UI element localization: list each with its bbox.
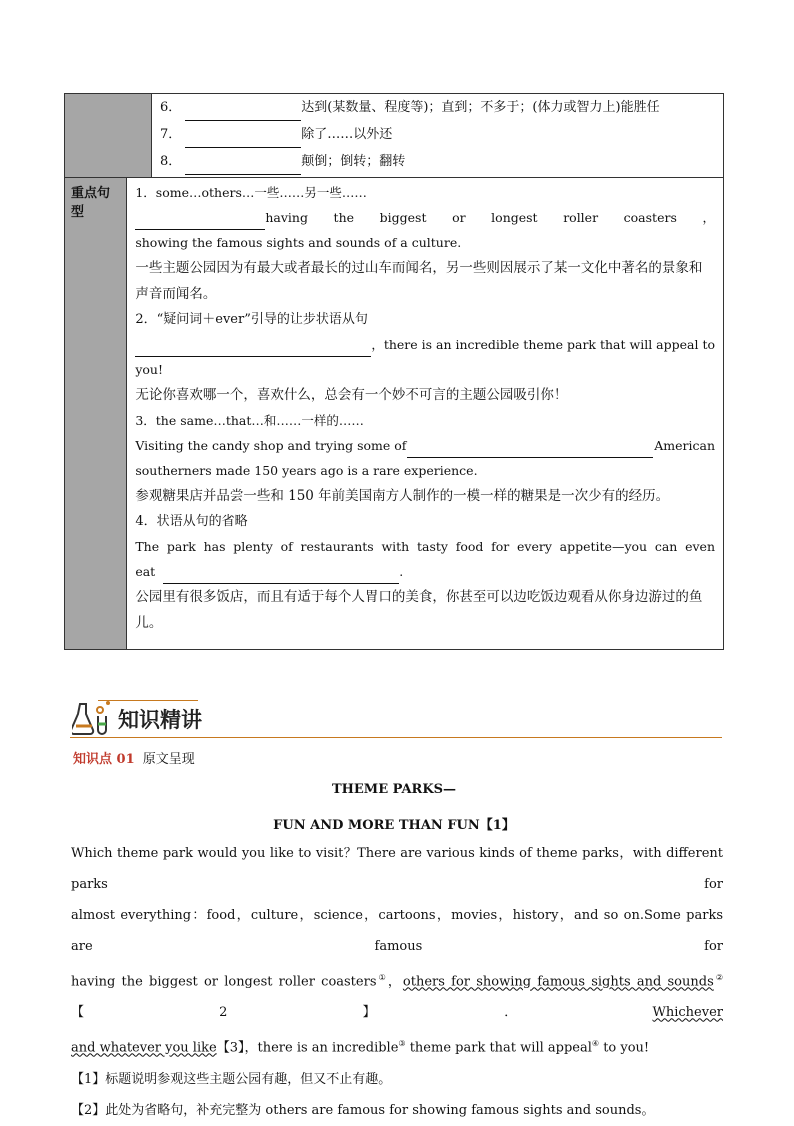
answer-blank[interactable] xyxy=(135,217,265,230)
article-title: THEME PARKS— xyxy=(331,782,457,797)
sentence-zh: 无论你喜欢哪一个，喜欢什么，总会有一个妙不可言的主题公园吸引你！ xyxy=(135,387,568,403)
sentence-en: Visiting the candy shop and trying some of American xyxy=(135,433,715,458)
sentence-title: 4．状语从句的省略 xyxy=(135,514,248,529)
sentence-en: The park has plenty of restaurants with tasty food for every appetite—you can even xyxy=(135,539,715,554)
list-item: 7． 除了……以外还 xyxy=(160,121,715,148)
note: 【1】标题说明参观这些主题公园有趣，但又不止有趣。 xyxy=(71,1071,392,1087)
section-title: 知识精讲 xyxy=(118,707,202,732)
list-item: 8． 颠倒；倒转；翻转 xyxy=(160,148,715,175)
knowledge-point: 知识点 01 原文呈现 xyxy=(73,752,195,767)
divider xyxy=(98,700,198,701)
list-item: 6． 达到(某数量、程度等)；直到；不多于；(体力或智力上)能胜任 xyxy=(160,94,715,121)
answer-blank[interactable] xyxy=(185,135,301,148)
answer-blank[interactable] xyxy=(163,571,399,584)
vocabulary-table xyxy=(64,93,724,650)
sentence-en: ，there is an incredible theme park that will appeal to xyxy=(135,332,715,357)
table-row: 重点句型 1．some…others…一些……另一些…… having the biggest or longest roller coasters ， showing the famous sights and sounds of a culture. 一些主题公园因为有最大或者最长的过山车而闻名，另一些则因展示了某一文化中著名的景象和声音而闻名。 2．“疑问词＋ever”引导的让步状语从句 ，there is an incredible theme park that will appeal to you! 无论你喜欢哪一个，喜欢什么，总会有一个妙不可言的主题公园吸引你！ 3．the same…that…和……一样的…… Visiting the candy shop and trying some of American southerners made 150 years ago is a rare experience. 参观糖果店并品尝一些和 150 年前美国南方人制作的一模一样的糖果是一次少有的经历。 4．状语从句的省略 The park has plenty of restaurants with tasty food for every appetite—you can even eat . 公园里有很多饭店，而且有适于每个人胃口的美食，你甚至可以边吃饭边观看从你身边游过的鱼儿。 xyxy=(65,177,723,649)
article-subtitle: FUN AND MORE THAN FUN【1】 xyxy=(273,818,515,833)
flask-icon xyxy=(72,698,114,742)
sentence-zh: 公园里有很多饭店，而且有适于每个人胃口的美食，你甚至可以边吃饭边观看从你身边游过的鱼儿。 xyxy=(135,589,703,631)
sentence-title: 3．the same…that…和……一样的…… xyxy=(135,413,364,428)
note: 【2】此处为省略句，补充完整为 others are famous for showing famous sights and sounds。 xyxy=(71,1102,655,1118)
answer-blank[interactable] xyxy=(407,445,653,458)
table-row xyxy=(65,94,723,177)
divider xyxy=(70,737,722,738)
sentence-zh: 参观糖果店并品尝一些和 150 年前美国南方人制作的一模一样的糖果是一次少有的经历。 xyxy=(135,488,670,504)
sentence-title: 1．some…others…一些……另一些…… xyxy=(135,185,367,200)
answer-blank[interactable] xyxy=(185,108,301,121)
answer-blank[interactable] xyxy=(135,344,371,357)
sentence-en: having the biggest or longest roller coasters ， xyxy=(135,205,715,230)
answer-blank[interactable] xyxy=(185,162,301,175)
table-head-empty xyxy=(65,94,152,177)
article-paragraph: Which theme park would you like to visit？There are various kinds of theme parks，with different parks for almost everything：food，culture，science，cartoons，movies，history，and so on.Some parks are famous for having the biggest or longest roller coasters①，others for showing famous sights and sounds②【2】．Whichever and whatever you like【3】，there is an incredible③ theme park that will appeal④ to you! 【1】标题说明参观这些主题公园有趣，但又不止有趣。 【2】此处为省略句，补充完整为 others are famous for showing famous sights and sounds。 xyxy=(71,838,723,1126)
sentence-title: 2．“疑问词＋ever”引导的让步状语从句 xyxy=(135,312,368,327)
sentence-head: 重点句型 xyxy=(65,178,127,649)
sentence-zh: 一些主题公园因为有最大或者最长的过山车而闻名，另一些则因展示了某一文化中著名的景象和声音而闻名。 xyxy=(135,260,703,302)
